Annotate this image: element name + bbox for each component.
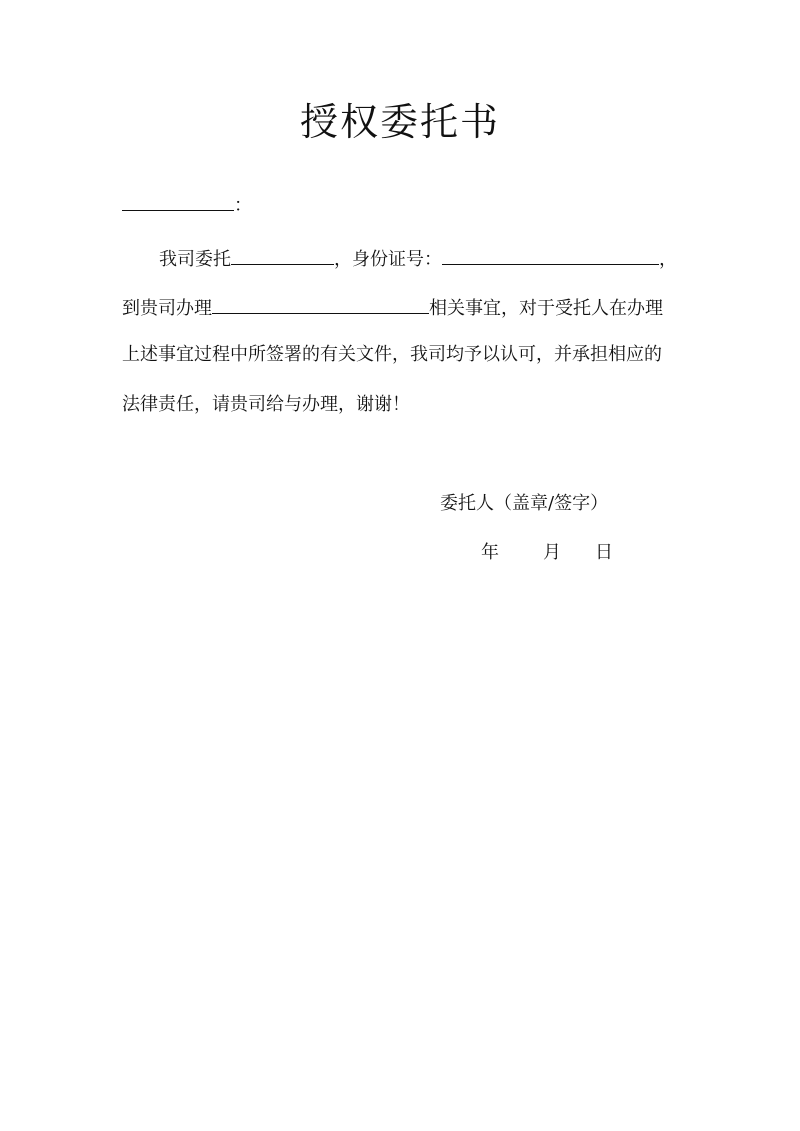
paragraph-line-4: 法律责任，请贵司给与办理，谢谢！	[122, 394, 410, 415]
date-day: 日	[595, 542, 613, 563]
trustee-name-blank[interactable]	[231, 244, 334, 265]
para1-mid: ，身份证号：	[334, 249, 442, 270]
addressee-colon: ：	[234, 195, 252, 216]
id-number-blank[interactable]	[442, 244, 659, 265]
paragraph-line-1	[159, 244, 677, 273]
date-row	[481, 540, 613, 566]
date-month: 月	[543, 542, 561, 563]
matter-blank[interactable]	[212, 293, 429, 314]
date-year: 年	[481, 542, 499, 563]
addressee-blank[interactable]	[122, 190, 234, 211]
para1-suffix: ，	[659, 249, 677, 270]
document-title: 授权委托书	[299, 100, 500, 144]
paragraph-line-2	[122, 293, 663, 322]
para1-prefix: 我司委托	[159, 249, 231, 270]
paragraph-line-3: 上述事宜过程中所签署的有关文件，我司均予以认可，并承担相应的	[122, 344, 662, 365]
addressee-line	[122, 190, 252, 219]
signer-label: 委托人（盖章/签字）	[440, 493, 609, 514]
para2-prefix: 到贵司办理	[122, 298, 212, 319]
para2-suffix: 相关事宜，对于受托人在办理	[429, 298, 663, 319]
